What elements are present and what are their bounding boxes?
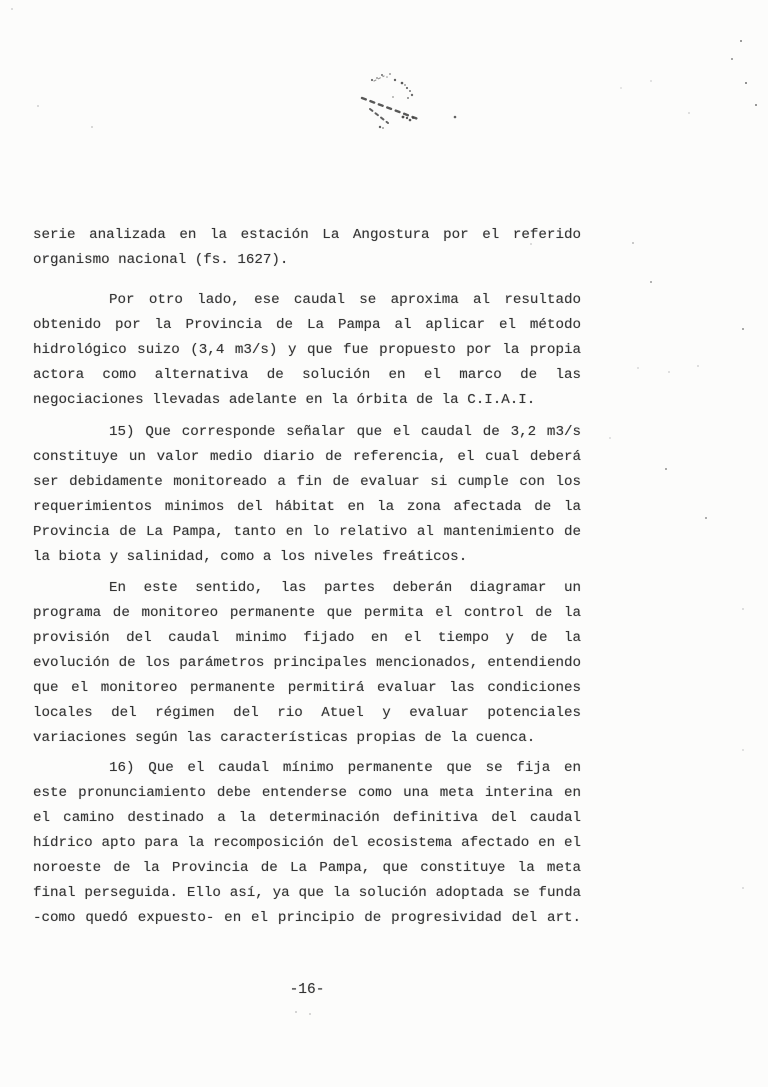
scan-noise-specks: [0, 0, 2, 2]
text-line: constituye un valor medio diario de referencia, el cual deberá: [33, 449, 581, 465]
text-line: variaciones según las características propias de la cuenca.: [33, 730, 536, 746]
text-line: hídrico apto para la recomposición del ecosistema afectado en el: [33, 835, 581, 851]
paragraph: [33, 288, 581, 413]
text-line: la biota y salinidad, como a los niveles freáticos.: [33, 549, 468, 565]
text-line: actora como alternativa de solución en el marco de las: [33, 367, 581, 383]
text-line: locales del régimen del rio Atuel y evaluar potenciales: [33, 705, 581, 721]
text-line: negociaciones llevadas adelante en la órbita de la C.I.A.I.: [33, 392, 536, 408]
paragraph: [33, 756, 581, 931]
text-line: -como quedó expuesto- en el principio de progresividad del art.: [33, 910, 581, 926]
paragraph: [33, 576, 581, 751]
text-line: noroeste de la Provincia de La Pampa, que constituye la meta: [33, 860, 581, 876]
paragraph: [33, 420, 581, 570]
document-body: [33, 223, 581, 937]
text-line: serie analizada en la estación La Angostura por el referido: [33, 227, 581, 243]
text-line: este pronunciamiento debe entenderse como una meta interina en: [33, 785, 581, 801]
text-line: evolución de los parámetros principales mencionados, entendiendo: [33, 655, 581, 671]
text-line: Provincia de La Pampa, tanto en lo relativo al mantenimiento de: [33, 524, 581, 540]
text-line: programa de monitoreo permanente que permita el control de la: [33, 605, 581, 621]
text-line: requerimientos minimos del hábitat en la zona afectada de la: [33, 499, 581, 515]
text-line: En este sentido, las partes deberán diagramar un: [109, 580, 581, 596]
text-line: final perseguida. Ello así, ya que la solución adoptada se funda: [33, 885, 581, 901]
text-line: provisión del caudal minimo fijado en el tiempo y de la: [33, 630, 581, 646]
text-line: obtenido por la Provincia de La Pampa al aplicar el método: [33, 317, 581, 333]
text-line: ser debidamente monitoreado a fin de evaluar si cumple con los: [33, 474, 581, 490]
text-line: Por otro lado, ese caudal se aproxima al resultado: [109, 292, 581, 308]
text-line: hidrológico suizo (3,4 m3/s) y que fue propuesto por la propia: [33, 342, 581, 358]
text-line: 15) Que corresponde señalar que el caudal de 3,2 m3/s: [109, 424, 581, 440]
text-line: organismo nacional (fs. 1627).: [33, 252, 289, 268]
paragraph: [33, 223, 581, 273]
text-line: el camino destinado a la determinación definitiva del caudal: [33, 810, 581, 826]
page-number: -16-: [289, 982, 325, 998]
text-line: que el monitoreo permanente permitirá evaluar las condiciones: [33, 680, 581, 696]
text-line: 16) Que el caudal mínimo permanente que se fija en: [109, 760, 581, 776]
ink-smudge-artifact: [340, 65, 470, 135]
